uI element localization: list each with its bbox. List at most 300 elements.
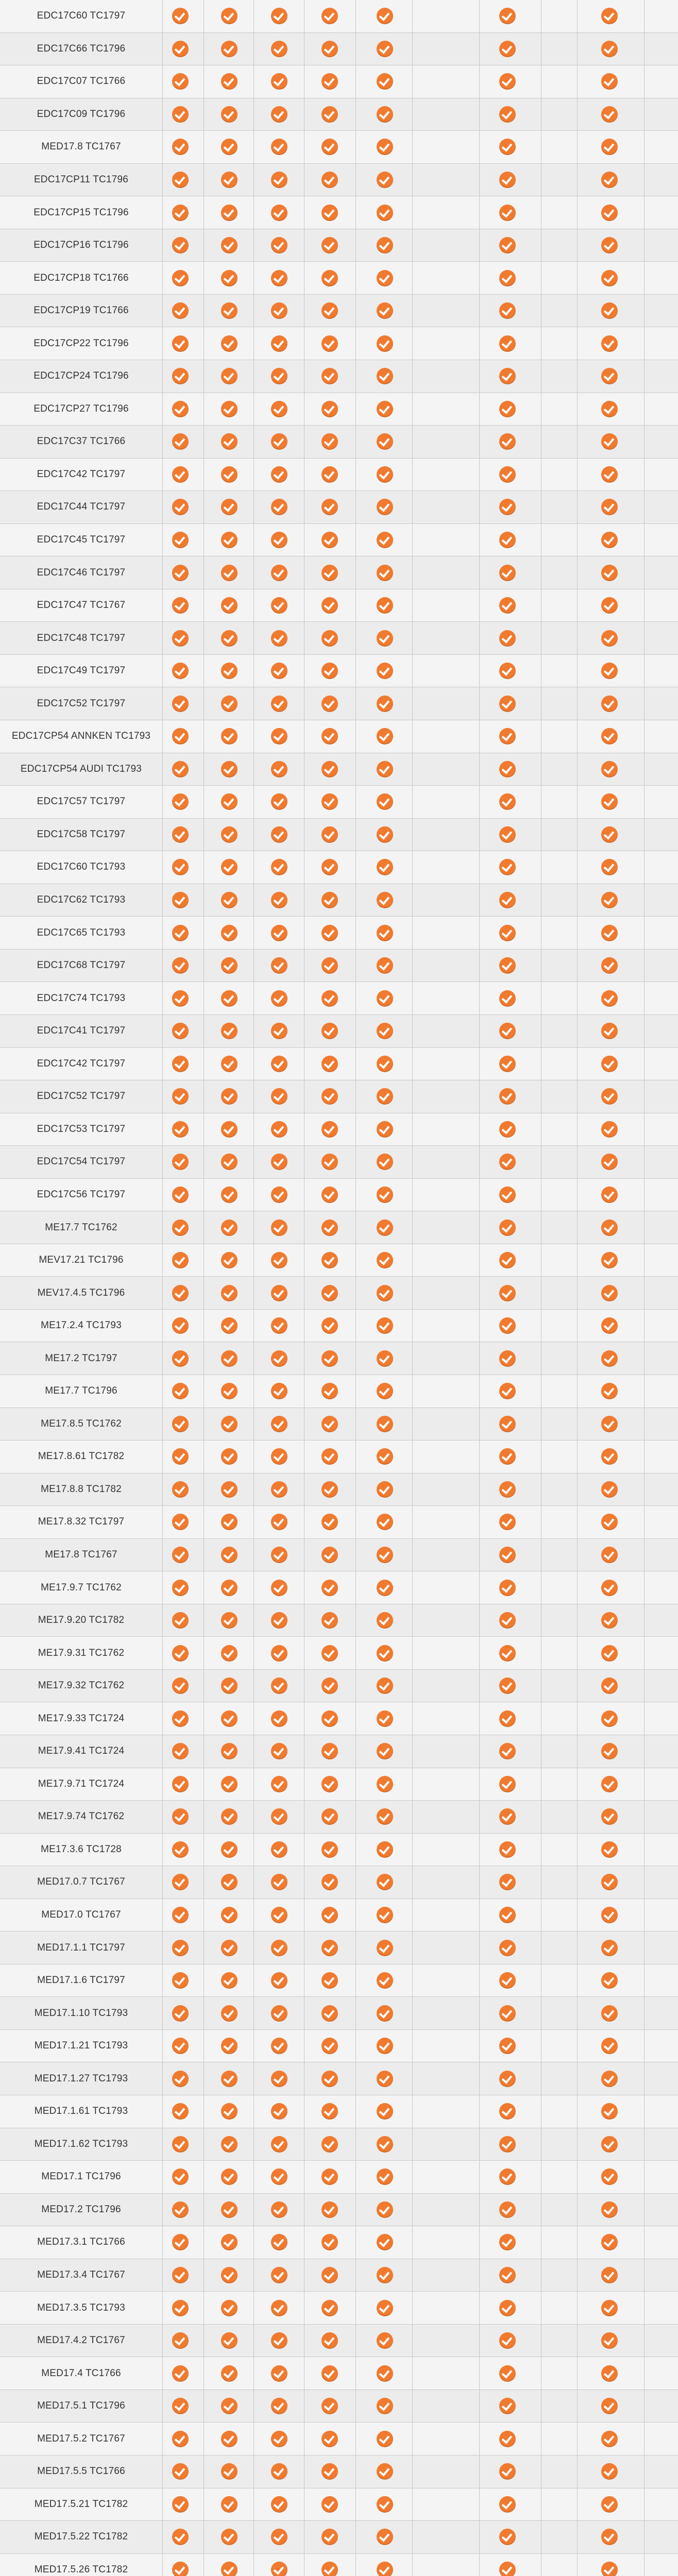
column-divider bbox=[577, 2554, 578, 2576]
column-divider bbox=[577, 1277, 578, 1309]
column-divider bbox=[162, 131, 163, 163]
check-circle-icon bbox=[321, 335, 338, 352]
check-circle-icon bbox=[271, 1940, 287, 1956]
column-divider bbox=[412, 196, 413, 229]
check-circle-icon bbox=[321, 270, 338, 286]
column-divider bbox=[644, 2455, 645, 2488]
check-circle-icon bbox=[377, 2071, 393, 2087]
column-divider bbox=[162, 1735, 163, 1768]
check-circle-icon bbox=[377, 1056, 393, 1072]
table-row bbox=[0, 720, 678, 753]
column-divider bbox=[162, 819, 163, 851]
column-divider bbox=[253, 1113, 254, 1146]
table-row bbox=[0, 2521, 678, 2554]
check-circle-icon bbox=[221, 73, 238, 90]
column-divider bbox=[162, 2325, 163, 2357]
column-divider bbox=[412, 753, 413, 786]
column-divider bbox=[162, 982, 163, 1014]
column-divider bbox=[577, 393, 578, 426]
check-circle-icon bbox=[377, 302, 393, 319]
ecu-name: EDC17CP18 TC1766 bbox=[33, 272, 129, 283]
check-circle-icon bbox=[271, 2038, 287, 2054]
check-circle-icon bbox=[172, 663, 189, 679]
column-divider bbox=[355, 1834, 356, 1866]
column-divider bbox=[479, 1146, 480, 1178]
check-circle-icon bbox=[221, 466, 238, 483]
check-circle-icon bbox=[499, 2103, 516, 2120]
column-divider bbox=[644, 1735, 645, 1768]
column-divider bbox=[253, 1015, 254, 1047]
ecu-name: MED17.3.1 TC1766 bbox=[37, 2236, 125, 2248]
table-row bbox=[0, 1506, 678, 1539]
column-divider bbox=[162, 1768, 163, 1801]
column-divider bbox=[577, 295, 578, 327]
check-circle-icon bbox=[499, 728, 516, 744]
check-circle-icon bbox=[499, 1972, 516, 1989]
column-divider bbox=[162, 950, 163, 982]
column-divider bbox=[253, 360, 254, 393]
check-circle-icon bbox=[499, 2300, 516, 2316]
column-divider bbox=[577, 459, 578, 491]
column-divider bbox=[355, 1113, 356, 1146]
check-circle-icon bbox=[271, 2529, 287, 2545]
column-divider bbox=[577, 0, 578, 32]
ecu-name: EDC17CP54 ANNKEN TC1793 bbox=[11, 731, 151, 742]
check-circle-icon bbox=[377, 2431, 393, 2447]
check-circle-icon bbox=[172, 1514, 189, 1530]
column-divider bbox=[577, 1768, 578, 1801]
check-circle-icon bbox=[221, 1907, 238, 1923]
table-row bbox=[0, 2455, 678, 2488]
check-circle-icon bbox=[601, 139, 618, 155]
column-divider bbox=[479, 1408, 480, 1440]
check-circle-icon bbox=[377, 990, 393, 1007]
column-divider bbox=[479, 1931, 480, 1964]
check-circle-icon bbox=[321, 1252, 338, 1268]
check-circle-icon bbox=[271, 368, 287, 384]
check-circle-icon bbox=[601, 1350, 618, 1367]
column-divider bbox=[162, 1440, 163, 1473]
column-divider bbox=[162, 1342, 163, 1375]
check-circle-icon bbox=[221, 368, 238, 384]
check-circle-icon bbox=[271, 2300, 287, 2316]
column-divider bbox=[644, 1179, 645, 1211]
column-divider bbox=[253, 2325, 254, 2357]
check-circle-icon bbox=[221, 1285, 238, 1301]
check-circle-icon bbox=[601, 205, 618, 221]
check-circle-icon bbox=[377, 761, 393, 777]
check-circle-icon bbox=[601, 2038, 618, 2054]
column-divider bbox=[253, 884, 254, 917]
column-divider bbox=[412, 1080, 413, 1113]
column-divider bbox=[355, 1899, 356, 1931]
check-circle-icon bbox=[172, 368, 189, 384]
check-circle-icon bbox=[377, 2136, 393, 2153]
check-circle-icon bbox=[377, 335, 393, 352]
column-divider bbox=[355, 1604, 356, 1637]
column-divider bbox=[644, 1113, 645, 1146]
check-circle-icon bbox=[321, 2365, 338, 2382]
column-divider bbox=[355, 1080, 356, 1113]
column-divider bbox=[253, 2259, 254, 2292]
check-circle-icon bbox=[221, 597, 238, 614]
column-divider bbox=[644, 1244, 645, 1277]
column-divider bbox=[355, 655, 356, 687]
ecu-name: EDC17C42 TC1797 bbox=[37, 1058, 126, 1069]
check-circle-icon bbox=[601, 466, 618, 483]
check-circle-icon bbox=[321, 2038, 338, 2054]
check-circle-icon bbox=[601, 2300, 618, 2316]
check-circle-icon bbox=[271, 2332, 287, 2349]
check-circle-icon bbox=[172, 2398, 189, 2414]
column-divider bbox=[355, 2554, 356, 2576]
column-divider bbox=[644, 2292, 645, 2324]
table-row bbox=[0, 491, 678, 524]
table-row bbox=[0, 164, 678, 197]
check-circle-icon bbox=[601, 2496, 618, 2513]
column-divider bbox=[162, 1931, 163, 1964]
column-divider bbox=[644, 0, 645, 32]
check-circle-icon bbox=[172, 1874, 189, 1890]
column-divider bbox=[162, 65, 163, 98]
column-divider bbox=[162, 1244, 163, 1277]
check-circle-icon bbox=[499, 1743, 516, 1759]
column-divider bbox=[479, 1440, 480, 1473]
column-divider bbox=[577, 1015, 578, 1047]
column-divider bbox=[162, 2161, 163, 2193]
column-divider bbox=[644, 426, 645, 458]
ecu-name: ME17.8 TC1767 bbox=[45, 1549, 117, 1560]
column-divider bbox=[644, 2554, 645, 2576]
column-divider bbox=[412, 1375, 413, 1408]
column-divider bbox=[253, 1506, 254, 1538]
column-divider bbox=[355, 229, 356, 262]
column-divider bbox=[644, 819, 645, 851]
column-divider bbox=[479, 1866, 480, 1899]
check-circle-icon bbox=[377, 728, 393, 744]
column-divider bbox=[577, 2128, 578, 2161]
column-divider bbox=[577, 1866, 578, 1899]
check-circle-icon bbox=[377, 1907, 393, 1923]
check-circle-icon bbox=[321, 597, 338, 614]
column-divider bbox=[412, 1408, 413, 1440]
check-circle-icon bbox=[172, 1154, 189, 1170]
check-circle-icon bbox=[499, 1416, 516, 1432]
check-circle-icon bbox=[271, 1285, 287, 1301]
column-divider bbox=[253, 687, 254, 720]
table-row bbox=[0, 884, 678, 917]
column-divider bbox=[577, 426, 578, 458]
table-row bbox=[0, 2422, 678, 2455]
check-circle-icon bbox=[221, 1776, 238, 1792]
column-divider bbox=[412, 2455, 413, 2488]
column-divider bbox=[577, 1179, 578, 1211]
check-circle-icon bbox=[221, 1154, 238, 1170]
column-divider bbox=[412, 295, 413, 327]
check-circle-icon bbox=[601, 335, 618, 352]
column-divider bbox=[355, 1571, 356, 1604]
check-circle-icon bbox=[601, 1448, 618, 1465]
column-divider bbox=[412, 262, 413, 294]
column-divider bbox=[644, 950, 645, 982]
column-divider bbox=[253, 1834, 254, 1866]
check-circle-icon bbox=[221, 1612, 238, 1629]
check-circle-icon bbox=[172, 1056, 189, 1072]
column-divider bbox=[162, 1179, 163, 1211]
check-circle-icon bbox=[377, 696, 393, 712]
check-circle-icon bbox=[221, 761, 238, 777]
check-circle-icon bbox=[221, 302, 238, 319]
check-circle-icon bbox=[321, 139, 338, 155]
check-circle-icon bbox=[499, 2201, 516, 2218]
column-divider bbox=[412, 1342, 413, 1375]
check-circle-icon bbox=[377, 957, 393, 974]
check-circle-icon bbox=[221, 1088, 238, 1105]
column-divider bbox=[479, 1964, 480, 1997]
check-circle-icon bbox=[172, 270, 189, 286]
column-divider bbox=[644, 720, 645, 753]
check-circle-icon bbox=[377, 1841, 393, 1858]
check-circle-icon bbox=[499, 1612, 516, 1629]
check-circle-icon bbox=[601, 925, 618, 941]
check-circle-icon bbox=[321, 1972, 338, 1989]
column-divider bbox=[644, 1702, 645, 1735]
check-circle-icon bbox=[377, 433, 393, 450]
column-divider bbox=[412, 2325, 413, 2357]
column-divider bbox=[479, 753, 480, 786]
check-circle-icon bbox=[499, 2463, 516, 2480]
column-divider bbox=[412, 1899, 413, 1931]
column-divider bbox=[253, 1440, 254, 1473]
check-circle-icon bbox=[377, 1940, 393, 1956]
ecu-name: MED17.4.2 TC1767 bbox=[37, 2335, 125, 2346]
check-circle-icon bbox=[172, 1808, 189, 1825]
table-row bbox=[0, 360, 678, 393]
check-circle-icon bbox=[601, 2234, 618, 2250]
column-divider bbox=[162, 1277, 163, 1309]
check-circle-icon bbox=[499, 368, 516, 384]
column-divider bbox=[644, 1931, 645, 1964]
column-divider bbox=[577, 2161, 578, 2193]
check-circle-icon bbox=[321, 1808, 338, 1825]
check-circle-icon bbox=[321, 957, 338, 974]
check-circle-icon bbox=[271, 1612, 287, 1629]
check-circle-icon bbox=[271, 237, 287, 253]
check-circle-icon bbox=[271, 1187, 287, 1203]
column-divider bbox=[577, 262, 578, 294]
column-divider bbox=[355, 1735, 356, 1768]
check-circle-icon bbox=[271, 1547, 287, 1563]
ecu-name: MED17.4 TC1766 bbox=[41, 2367, 121, 2379]
check-circle-icon bbox=[377, 532, 393, 548]
column-divider bbox=[412, 2554, 413, 2576]
column-divider bbox=[162, 2521, 163, 2553]
check-circle-icon bbox=[271, 2496, 287, 2513]
column-divider bbox=[577, 950, 578, 982]
column-divider bbox=[577, 2488, 578, 2521]
check-circle-icon bbox=[172, 1841, 189, 1858]
check-circle-icon bbox=[321, 1514, 338, 1530]
ecu-name: MED17.1 TC1796 bbox=[41, 2171, 121, 2182]
column-divider bbox=[162, 491, 163, 523]
check-circle-icon bbox=[601, 237, 618, 253]
ecu-name: ME17.7 TC1796 bbox=[45, 1385, 117, 1397]
column-divider bbox=[253, 2062, 254, 2095]
check-circle-icon bbox=[499, 1056, 516, 1072]
ecu-name: EDC17C46 TC1797 bbox=[37, 567, 126, 578]
check-circle-icon bbox=[377, 2463, 393, 2480]
ecu-name: MED17.1.21 TC1793 bbox=[34, 2040, 128, 2052]
column-divider bbox=[253, 524, 254, 556]
column-divider bbox=[577, 229, 578, 262]
table-row bbox=[0, 98, 678, 131]
column-divider bbox=[577, 982, 578, 1014]
column-divider bbox=[577, 1637, 578, 1669]
check-circle-icon bbox=[601, 1808, 618, 1825]
column-divider bbox=[355, 786, 356, 818]
column-divider bbox=[479, 589, 480, 622]
check-circle-icon bbox=[601, 433, 618, 450]
column-divider bbox=[253, 1964, 254, 1997]
check-circle-icon bbox=[499, 433, 516, 450]
check-circle-icon bbox=[377, 205, 393, 221]
check-circle-icon bbox=[601, 368, 618, 384]
check-circle-icon bbox=[377, 2267, 393, 2283]
ecu-name: EDC17C07 TC1766 bbox=[37, 76, 126, 87]
column-divider bbox=[644, 2128, 645, 2161]
check-circle-icon bbox=[221, 2005, 238, 2022]
ecu-name: MED17.3.5 TC1793 bbox=[37, 2302, 125, 2313]
column-divider bbox=[479, 1048, 480, 1080]
check-circle-icon bbox=[221, 1187, 238, 1203]
column-divider bbox=[577, 1080, 578, 1113]
column-divider bbox=[577, 1571, 578, 1604]
check-circle-icon bbox=[172, 302, 189, 319]
column-divider bbox=[162, 164, 163, 196]
table-row bbox=[0, 1015, 678, 1048]
column-divider bbox=[412, 2422, 413, 2455]
column-divider bbox=[577, 2390, 578, 2422]
check-circle-icon bbox=[499, 565, 516, 581]
check-circle-icon bbox=[271, 1645, 287, 1662]
column-divider bbox=[644, 2488, 645, 2521]
column-divider bbox=[479, 851, 480, 884]
column-divider bbox=[577, 2095, 578, 2128]
column-divider bbox=[162, 589, 163, 622]
check-circle-icon bbox=[321, 2201, 338, 2218]
check-circle-icon bbox=[271, 957, 287, 974]
ecu-name: EDC17C45 TC1797 bbox=[37, 534, 126, 546]
ecu-name: MED17.1.62 TC1793 bbox=[34, 2138, 128, 2149]
ecu-name: MED17.1.10 TC1793 bbox=[34, 2007, 128, 2019]
check-circle-icon bbox=[377, 270, 393, 286]
check-circle-icon bbox=[499, 663, 516, 679]
column-divider bbox=[644, 327, 645, 360]
column-divider bbox=[577, 2194, 578, 2226]
column-divider bbox=[479, 2325, 480, 2357]
table-row bbox=[0, 1211, 678, 1244]
ecu-name: ME17.8.61 TC1782 bbox=[38, 1451, 125, 1462]
check-circle-icon bbox=[271, 793, 287, 810]
column-divider bbox=[577, 164, 578, 196]
column-divider bbox=[644, 1146, 645, 1178]
check-circle-icon bbox=[172, 696, 189, 712]
check-circle-icon bbox=[271, 696, 287, 712]
column-divider bbox=[577, 1899, 578, 1931]
column-divider bbox=[355, 2030, 356, 2062]
column-divider bbox=[253, 1604, 254, 1637]
check-circle-icon bbox=[601, 2103, 618, 2120]
column-divider bbox=[479, 1571, 480, 1604]
check-circle-icon bbox=[601, 1710, 618, 1727]
column-divider bbox=[412, 426, 413, 458]
check-circle-icon bbox=[321, 2463, 338, 2480]
check-circle-icon bbox=[271, 205, 287, 221]
check-circle-icon bbox=[172, 1350, 189, 1367]
column-divider bbox=[644, 589, 645, 622]
column-divider bbox=[253, 65, 254, 98]
check-circle-icon bbox=[221, 1972, 238, 1989]
column-divider bbox=[412, 2390, 413, 2422]
column-divider bbox=[253, 33, 254, 65]
column-divider bbox=[355, 98, 356, 131]
column-divider bbox=[253, 2390, 254, 2422]
column-divider bbox=[162, 1146, 163, 1178]
column-divider bbox=[644, 491, 645, 523]
column-divider bbox=[162, 98, 163, 131]
column-divider bbox=[253, 131, 254, 163]
column-divider bbox=[644, 2390, 645, 2422]
check-circle-icon bbox=[172, 106, 189, 123]
check-circle-icon bbox=[321, 1088, 338, 1105]
check-circle-icon bbox=[499, 793, 516, 810]
column-divider bbox=[644, 2357, 645, 2389]
check-circle-icon bbox=[601, 532, 618, 548]
check-circle-icon bbox=[377, 466, 393, 483]
check-circle-icon bbox=[172, 2234, 189, 2250]
column-divider bbox=[355, 1637, 356, 1669]
check-circle-icon bbox=[172, 139, 189, 155]
column-divider bbox=[355, 0, 356, 32]
check-circle-icon bbox=[321, 1481, 338, 1498]
column-divider bbox=[644, 1342, 645, 1375]
check-circle-icon bbox=[221, 499, 238, 515]
column-divider bbox=[253, 196, 254, 229]
check-circle-icon bbox=[377, 2398, 393, 2414]
column-divider bbox=[644, 1866, 645, 1899]
check-circle-icon bbox=[321, 2005, 338, 2022]
column-divider bbox=[355, 2062, 356, 2095]
column-divider bbox=[412, 1310, 413, 1342]
check-circle-icon bbox=[377, 1285, 393, 1301]
column-divider bbox=[644, 295, 645, 327]
column-divider bbox=[412, 327, 413, 360]
check-circle-icon bbox=[499, 2267, 516, 2283]
check-circle-icon bbox=[377, 1383, 393, 1399]
column-divider bbox=[577, 1113, 578, 1146]
column-divider bbox=[577, 556, 578, 589]
column-divider bbox=[577, 65, 578, 98]
table-row bbox=[0, 1277, 678, 1310]
check-circle-icon bbox=[321, 1940, 338, 1956]
check-circle-icon bbox=[321, 499, 338, 515]
column-divider bbox=[479, 1375, 480, 1408]
table-row bbox=[0, 2161, 678, 2194]
column-divider bbox=[162, 2226, 163, 2259]
check-circle-icon bbox=[321, 1547, 338, 1563]
check-circle-icon bbox=[499, 1154, 516, 1170]
column-divider bbox=[355, 2521, 356, 2553]
